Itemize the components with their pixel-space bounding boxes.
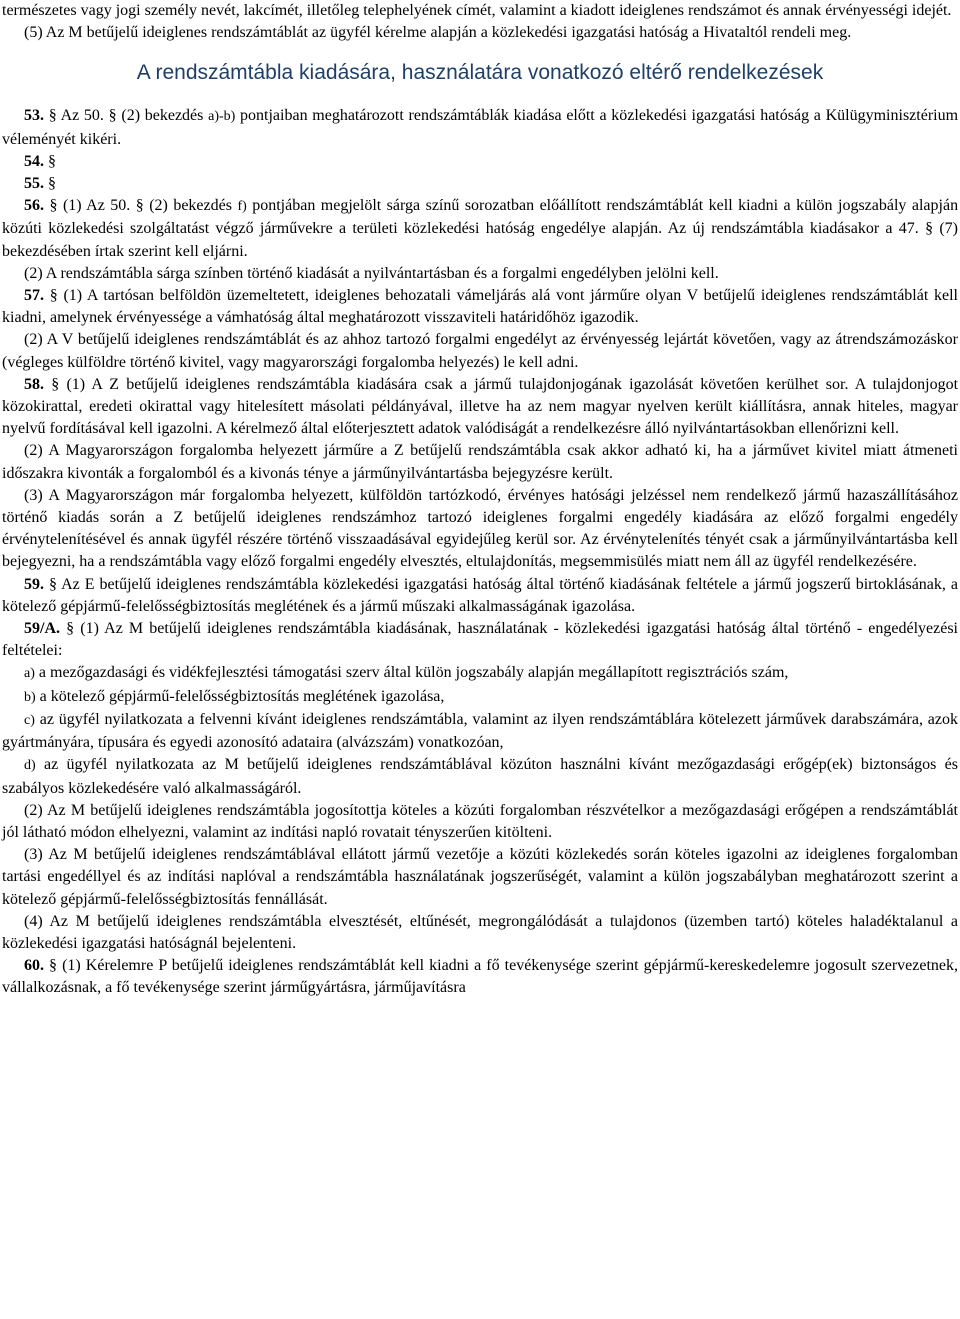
section-59a-point-b: b) a kötelező gépjármű-felelősségbiztosítás meglétének igazolása, xyxy=(24,687,445,705)
section-number: 57. xyxy=(24,287,44,305)
section-55 xyxy=(2,173,958,195)
section-59a-paragraph-2: (2) Az M betűjelű ideiglenes rendszámtábla jogosítottja köteles a közúti forgalomban részvételkor a mezőgazdasági erőgépen a rendszámtáblát jól látható módon elhelyezni, valamint az indítási napló rovatait tényszerűen kitölteni. xyxy=(2,801,958,841)
section-number: 53. xyxy=(24,107,44,125)
section-58-paragraph-2: (2) A Magyarországon forgalomba helyezett járműre a Z betűjelű rendszámtábla csak akkor adható ki, ha a járművet kivitel miatt átmeneti időszakra kivonták a forgalomból és a kivonás ténye a járműnyilvántartásba bejegyzésre került. xyxy=(2,442,958,482)
point-label: a) xyxy=(24,666,35,682)
section-number: 59/A. xyxy=(24,620,60,638)
section-59a-point-d: d) az ügyfél nyilatkozata az M betűjelű ideiglenes rendszámtáblával közúton használni kívánt mezőgazdasági erőgép(ek) biztonságos és szabályos közlekedésére való alkalmasságáról. xyxy=(2,756,958,797)
section-number: 55. xyxy=(24,175,44,193)
section-56-paragraph-2: (2) A rendszámtábla sárga színben történő kiadását a nyilvántartásban és a forgalmi engedélyben jelölni kell. xyxy=(24,264,719,282)
section-symbol: § xyxy=(48,175,56,193)
section-symbol: § xyxy=(51,375,60,393)
section-number: 54. xyxy=(24,152,44,170)
section-symbol: § xyxy=(49,287,58,305)
section-heading: A rendszámtábla kiadására, használatára vonatkozó eltérő rendelkezések xyxy=(136,61,824,85)
section-59a-paragraph-3: (3) Az M betűjelű ideiglenes rendszámtáblával ellátott jármű vezetője a közúti közlekedés során köteles igazolni az ideiglenes forgalomban tartási engedéllyel és az indítási naplóval a rendszámtábla használatának jogszerűségét, valamint a külön jogszabályban meghatározott szerint a kötelező gépjármű-felelősségbiztosítás fennállását. xyxy=(2,846,958,908)
point-label: c) xyxy=(24,712,35,728)
section-57-paragraph-2: (2) A V betűjelű ideiglenes rendszámtáblát és az ahhoz tartozó forgalmi engedélyt az érvényesség lejártát követően, vagy az átrendszámozáskor (végleges külföldre történő kivitel, vagy magyarországi forgalomba helyezés) le kell adni. xyxy=(2,331,958,371)
section-57: 57. § (1) A tartósan belföldön üzemeltetett, ideiglenes behozatali vámeljárás alá vont járműre olyan V betűjelű ideiglenes rendszámtáblát kell kiadni, amelynek érvényessége a vámhatóság által meghatározott visszaviteli határidőhöz igazodik. xyxy=(2,287,959,327)
section-number: 59. xyxy=(24,575,44,593)
section-53: 53. § Az 50. § (2) bekezdés a)-b) pontjaiban meghatározott rendszámtáblák kiadása előtt a közlekedési igazgatási hatóság a Külügyminisztérium véleményét kikéri. xyxy=(2,107,959,148)
section-59a-point-c: c) az ügyfél nyilatkozata a felvenni kívánt ideiglenes rendszámtábla, valamint az ilyen rendszámtáblára kötelezett járművek darabszámára, azok gyártmányára, típusára és egyedi azonosító adataira (alvázszám) vonatkozóan, xyxy=(2,710,959,752)
section-symbol: § xyxy=(49,957,58,975)
point-label: d) xyxy=(24,758,36,774)
paragraph-5: (5) Az M betűjelű ideiglenes rendszámtáblát az ügyfél kérelme alapján a közlekedési igazgatási hatóság a Hivataltól rendeli meg. xyxy=(24,24,852,42)
section-59a: 59/A. § (1) Az M betűjelű ideiglenes rendszámtábla kiadásának, használatának - közlekedési igazgatási hatóság által történő - engedélyezési feltételei: xyxy=(2,620,958,660)
section-59a-point-a: a) a mezőgazdasági és vidékfejlesztési támogatási szerv által külön jogszabály alapján megállapított regisztrációs szám, xyxy=(24,664,789,682)
section-58: 58. § (1) A Z betűjelű ideiglenes rendszámtábla kiadására csak a jármű tulajdonjogának igazolását követően kerülhet sor. A tulajdonjogot közokirattal, eredeti okirattal vagy hitelesített másolati példányával, illetve ha az nem magyar nyelven került kiállításra, annak hiteles, magyar nyelvű fordításával kell igazolni. A kérelmező által előterjesztett adatok valódiságát a rendelkezésre álló nyilvántartásokban ellenőrizni kell. xyxy=(2,375,959,438)
section-58-paragraph-3: (3) A Magyarországon már forgalomba helyezett, külföldön tartózkodó, érvényes hatósági jelzéssel nem rendelkező jármű hazaszállításához történő kiadás során a Z betűjelű ideiglenes rendszámhoz tartozó ideiglenes forgalmi engedély kiadására az előző forgalmi engedély érvénytelenítésével és annak ügyfél részére történő visszaadásával egyidejűleg kerül sor. Az érvénytelenítés tényét csak a járműnyilvántartásba kell bejegyezni, ha a rendszámtábla vagy előző forgalmi engedély elvesztés, eltulajdonítás, megsemmisülés miatt nem áll az ügyfél rendelkezésére. xyxy=(2,486,958,571)
section-59: 59. § Az E betűjelű ideiglenes rendszámtábla közlekedési igazgatási hatóság által történő kiadásának feltétele a jármű jogszerű birtoklásának, a kötelező gépjármű-felelősségbiztosítás meglétének és a jármű műszaki alkalmasságának igazolása. xyxy=(2,575,959,615)
paragraph-continuation: természetes vagy jogi személy nevét, lakcímét, illetőleg telephelyének címét, valamint a kiadott ideiglenes rendszámot és annak érvényességi idejét. xyxy=(2,2,952,19)
section-symbol: § xyxy=(66,620,75,638)
section-59a-paragraph-4: (4) Az M betűjelű ideiglenes rendszámtábla elvesztését, eltűnését, megrongálódását a tulajdonos (üzemben tartó) köteles haladéktalanul a közlekedési igazgatási hatóságnál bejelenteni. xyxy=(2,912,958,952)
section-56: 56. § (1) Az 50. § (2) bekezdés f) pontjában megjelölt sárga színű sorozatban előállított rendszámtáblát kell kiadni a külön jogszabály alapján közúti közlekedési szolgáltatást végző járművekre a területi közlekedési hatóság engedélye alapján. Az új rendszámtábla kiadásakor a 47. § (7) bekezdésében írtak szerint kell eljárni. xyxy=(2,197,959,260)
section-symbol: § xyxy=(48,152,56,170)
section-number: 60. xyxy=(24,957,44,975)
section-54 xyxy=(2,151,958,173)
section-number: 58. xyxy=(24,375,44,393)
section-symbol: § xyxy=(48,107,57,125)
section-number: 56. xyxy=(24,197,44,215)
section-symbol: § xyxy=(49,575,57,593)
section-60: 60. § (1) Kérelemre P betűjelű ideiglenes rendszámtáblát kell kiadni a fő tevékenysége szerint gépjármű-kereskedelemre jogosult szervezetnek, vállalkozásnak, a fő tevékenysége szerint járműgyártásra, járműjavításra xyxy=(2,957,959,997)
section-symbol: § xyxy=(49,197,58,215)
point-label: b) xyxy=(24,689,36,705)
